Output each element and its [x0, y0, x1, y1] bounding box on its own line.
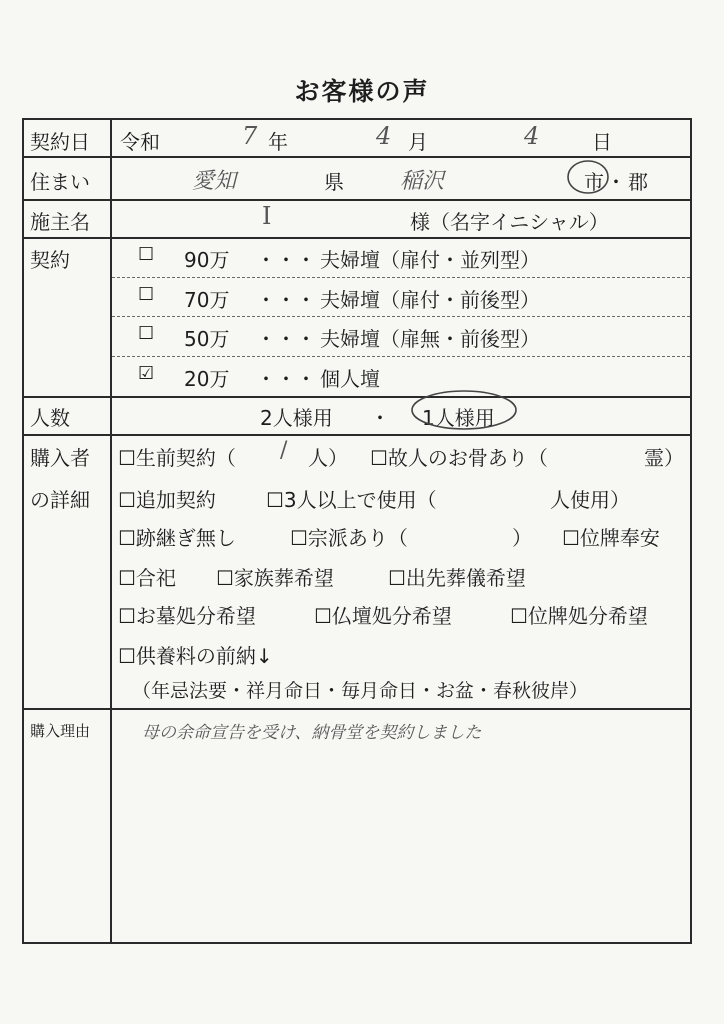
altar-disposal-checkbox[interactable]: ☐仏壇処分希望	[314, 604, 452, 628]
reason-handwritten[interactable]: 母の余命宣告を受け、納骨堂を契約しました	[142, 723, 482, 743]
people-label: 人数	[30, 406, 70, 430]
residence-label: 住まい	[30, 170, 90, 194]
prefecture-value[interactable]: 愛知	[192, 169, 237, 194]
lifetime-contract-checkbox[interactable]: ☐生前契約（	[118, 446, 236, 470]
additional-contract-checkbox[interactable]: ☐追加契約	[118, 488, 216, 512]
people-option-one[interactable]: 1人様用	[422, 406, 495, 430]
no-successor-checkbox[interactable]: ☐跡継ぎ無し	[118, 526, 236, 550]
memorial-fee-checkbox[interactable]: ☐供養料の前納↓	[118, 644, 273, 668]
sect-close: ）	[512, 526, 532, 550]
contract-option-text: 夫婦壇（扉付・前後型）	[320, 288, 540, 312]
purchaser-label-line1: 購入者	[30, 446, 90, 470]
mortuary-tablet-checkbox[interactable]: ☐位牌奉安	[562, 526, 660, 550]
contract-option-dots: ・・・	[256, 288, 316, 312]
option-divider	[112, 356, 690, 357]
contract-label: 契約	[30, 248, 70, 272]
contract-option-text: 夫婦壇（扉付・並列型）	[320, 248, 540, 272]
label-column-divider	[110, 120, 112, 942]
family-funeral-checkbox[interactable]: ☐家族葬希望	[216, 566, 334, 590]
deceased-remains-checkbox[interactable]: ☐故人のお骨あり（	[370, 446, 548, 470]
lifetime-contract-count[interactable]: /	[280, 438, 288, 463]
contract-option-price: 50万	[184, 327, 230, 351]
month-value[interactable]: 4	[376, 122, 392, 150]
grave-disposal-checkbox[interactable]: ☐お墓処分希望	[118, 604, 256, 628]
contract-option-dots: ・・・	[256, 248, 316, 272]
day-value[interactable]: 4	[524, 122, 540, 150]
memorial-fee-note: （年忌法要・祥月命日・毎月命日・お盆・春秋彼岸）	[132, 680, 589, 702]
city-value[interactable]: 稲沢	[400, 169, 445, 194]
prefecture-unit: 県	[324, 170, 344, 194]
row-divider	[24, 434, 690, 436]
year-value[interactable]: 7	[242, 122, 258, 150]
sect-checkbox[interactable]: ☐宗派あり（	[290, 526, 408, 550]
people-separator: ・	[370, 406, 390, 430]
option-divider	[112, 316, 690, 317]
day-unit: 日	[592, 130, 612, 154]
purchaser-label-line2: の詳細	[30, 488, 90, 512]
contract-option-price: 70万	[184, 288, 230, 312]
contract-option-dots: ・・・	[256, 367, 316, 391]
option-divider	[112, 277, 690, 278]
district-option[interactable]: 郡	[628, 170, 648, 194]
survey-form	[22, 118, 692, 944]
month-unit: 月	[408, 130, 428, 154]
client-name-suffix: 様（名字イニシャル）	[410, 210, 609, 234]
tablet-disposal-checkbox[interactable]: ☐位牌処分希望	[510, 604, 648, 628]
contract-option-text: 夫婦壇（扉無・前後型）	[320, 327, 540, 351]
city-option[interactable]: 市	[584, 170, 604, 194]
client-name-label: 施主名	[30, 210, 90, 234]
contract-option-checkbox[interactable]: ☐	[138, 323, 155, 344]
three-plus-checkbox[interactable]: ☐3人以上で使用（	[266, 488, 437, 512]
era-text: 令和	[120, 130, 160, 154]
row-divider	[24, 156, 690, 158]
reason-label: 購入理由	[30, 722, 91, 740]
row-divider	[24, 237, 690, 239]
row-divider	[24, 708, 690, 710]
three-plus-close: 人使用）	[550, 488, 630, 512]
contract-option-dots: ・・・	[256, 327, 316, 351]
row-divider	[24, 199, 690, 201]
residence-separator: ・	[606, 170, 626, 194]
contract-date-label: 契約日	[30, 130, 90, 154]
year-unit: 年	[268, 130, 288, 154]
remote-funeral-checkbox[interactable]: ☐出先葬儀希望	[388, 566, 526, 590]
deceased-remains-close: 霊）	[644, 446, 684, 470]
lifetime-contract-close: 人）	[308, 446, 348, 470]
contract-option-price: 20万	[184, 367, 230, 391]
row-divider	[24, 396, 690, 398]
contract-option-price: 90万	[184, 248, 230, 272]
contract-option-checkbox[interactable]: ☐	[138, 244, 155, 265]
people-option-two[interactable]: 2人様用	[260, 406, 333, 430]
form-title: お客様の声	[294, 77, 430, 106]
contract-option-checkbox[interactable]: ☐	[138, 284, 155, 305]
contract-option-text: 個人壇	[320, 367, 380, 391]
joint-burial-checkbox[interactable]: ☐合祀	[118, 566, 176, 590]
contract-option-checkbox[interactable]: ☑	[138, 363, 155, 384]
client-initial-value[interactable]: I	[262, 202, 272, 230]
